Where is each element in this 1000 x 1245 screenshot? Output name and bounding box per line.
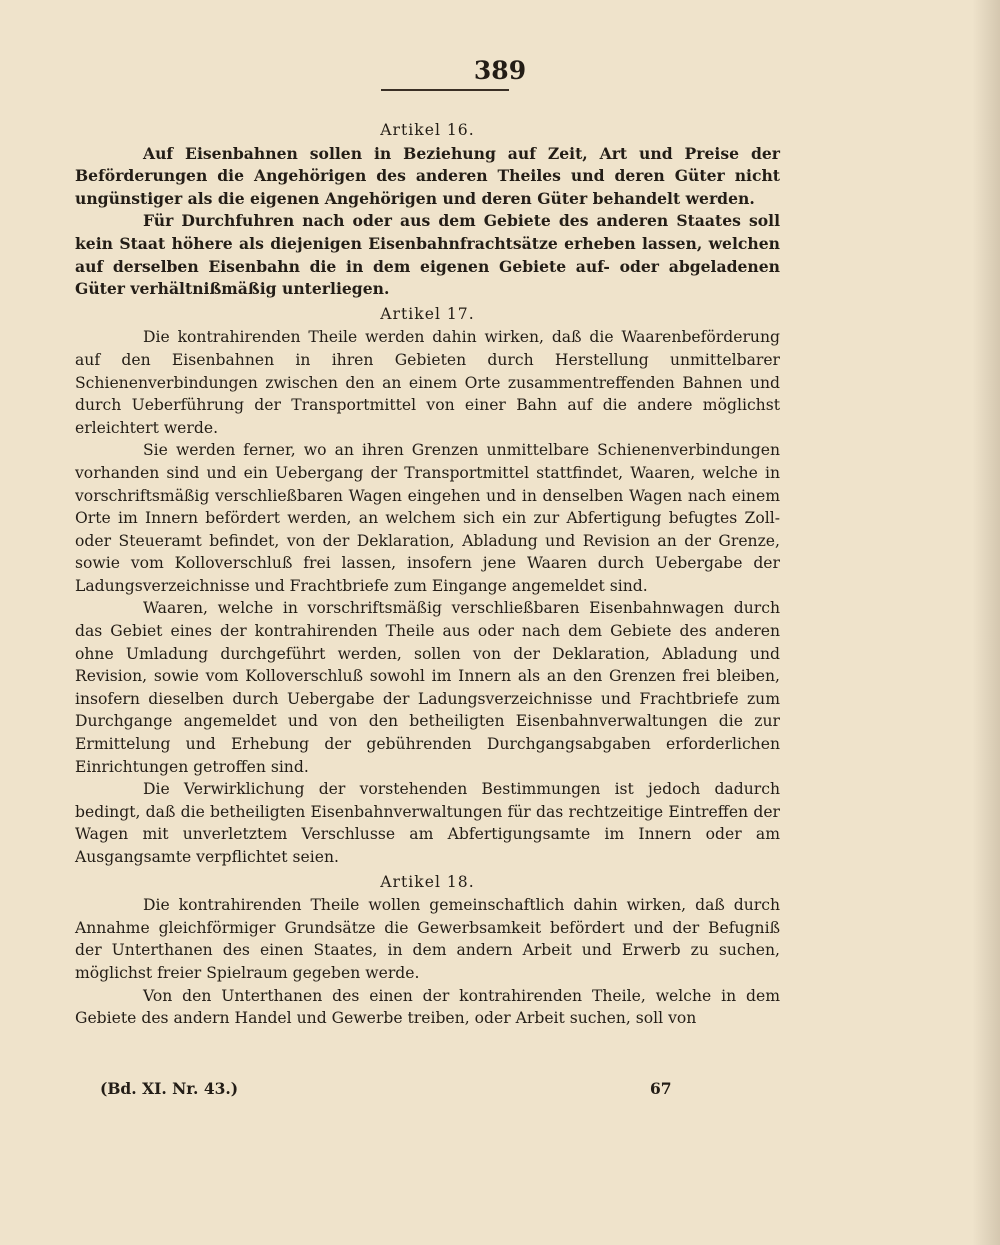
page-number-rule [381,89,509,91]
article-paragraph: Die kontrahirenden Theile werden dahin wirken, daß die Waarenbeförderung auf den Eisenbahnen in ihren Gebieten durch Herstellung unmittelbarer Schienenverbindungen zwischen den an einem Orte zusammentreffenden Bahnen und durch Ueberführung der Transportmittel von einer Bahn auf die andere möglichst erleichtert werde. [75,328,780,437]
footer-sheet-number: 67 [650,1079,672,1098]
article-paragraph: Auf Eisenbahnen sollen in Beziehung auf Zeit, Art und Preise der Beförderungen die Angehörigen des anderen Theiles und deren Güter nicht ungünstiger als die eigenen Angehörigen und deren Güter behandelt werden. [75,143,780,208]
article-paragraph: Von den Unterthanen des einen der kontrahirenden Theile, welche in dem Gebiete des andern Handel und Gewerbe treiben, oder Arbeit suchen, soll von [75,986,780,1028]
page-number: 389 [473,56,527,85]
article-paragraph: Die kontrahirenden Theile wollen gemeinschaftlich dahin wirken, daß durch Annahme gleichförmiger Grundsätze die Gewerbsamkeit befördert und der Befugniß der Unterthanen des einen Staates, in dem andern Arbeit und Erwerb zu suchen, möglichst freier Spielraum gegeben werde. [75,896,780,982]
article-paragraph: Waaren, welche in vorschriftsmäßig verschließbaren Eisenbahnwagen durch das Gebiet eines der kontrahirenden Theile aus oder nach dem Gebiete des anderen ohne Umladung durchgeführt werden, sollen von der Deklaration, Abladung und Revision, sowie vom Kolloverschluß sowohl im Innern als an den Grenzen frei bleiben, insofern dieselben durch Uebergabe der Ladungsverzeichnisse und Frachtbriefe zum Durchgange angemeldet und von den betheiligten Eisenbahnverwaltungen die zur Ermittelung und Erhebung der gebührenden Durchgangsabgaben erforderlichen Einrichtungen getroffen sind. [75,599,780,776]
footer-reference: (Bd. XI. Nr. 43.) [100,1079,239,1098]
page-edge-shadow [972,0,1000,1245]
article-paragraph: Sie werden ferner, wo an ihren Grenzen unmittelbare Schienenverbindungen vorhanden sind und ein Uebergang der Transportmittel stattfindet, Waaren, welche in vorschriftsmäßig verschließbaren Wagen eingehen und in denselben Wagen nach einem Orte im Innern befördert werden, an welchem sich ein zur Abfertigung befugtes Zoll- oder Steueramt befindet, von der Deklaration, Abladung und Revision an der Grenze, sowie vom Kolloverschluß frei lassen, insofern jene Waaren durch Uebergabe der Ladungsverzeichnisse und Frachtbriefe zum Eingange angemeldet sind. [75,441,780,595]
article-heading: Artikel 18. [380,872,475,891]
article-heading: Artikel 16. [380,121,475,139]
article-heading: Artikel 17. [380,304,475,323]
document-body [75,117,780,1030]
article-paragraph: Für Durchfuhren nach oder aus dem Gebiete des anderen Staates soll kein Staat höhere als diejenigen Eisenbahnfrachtsätze erheben lassen, welchen auf derselben Eisenbahn die in dem eigenen Gebiete auf- oder abgeladenen Güter verhältnißmäßig unterliegen. [75,211,780,299]
article-paragraph: Die Verwirklichung der vorstehenden Bestimmungen ist jedoch dadurch bedingt, daß die betheiligten Eisenbahnverwaltungen für das rechtzeitige Eintreffen der Wagen mit unverletztem Verschlusse am Abfertigungsamte im Innern oder am Ausgangsamte verpflichtet seien. [75,780,780,866]
